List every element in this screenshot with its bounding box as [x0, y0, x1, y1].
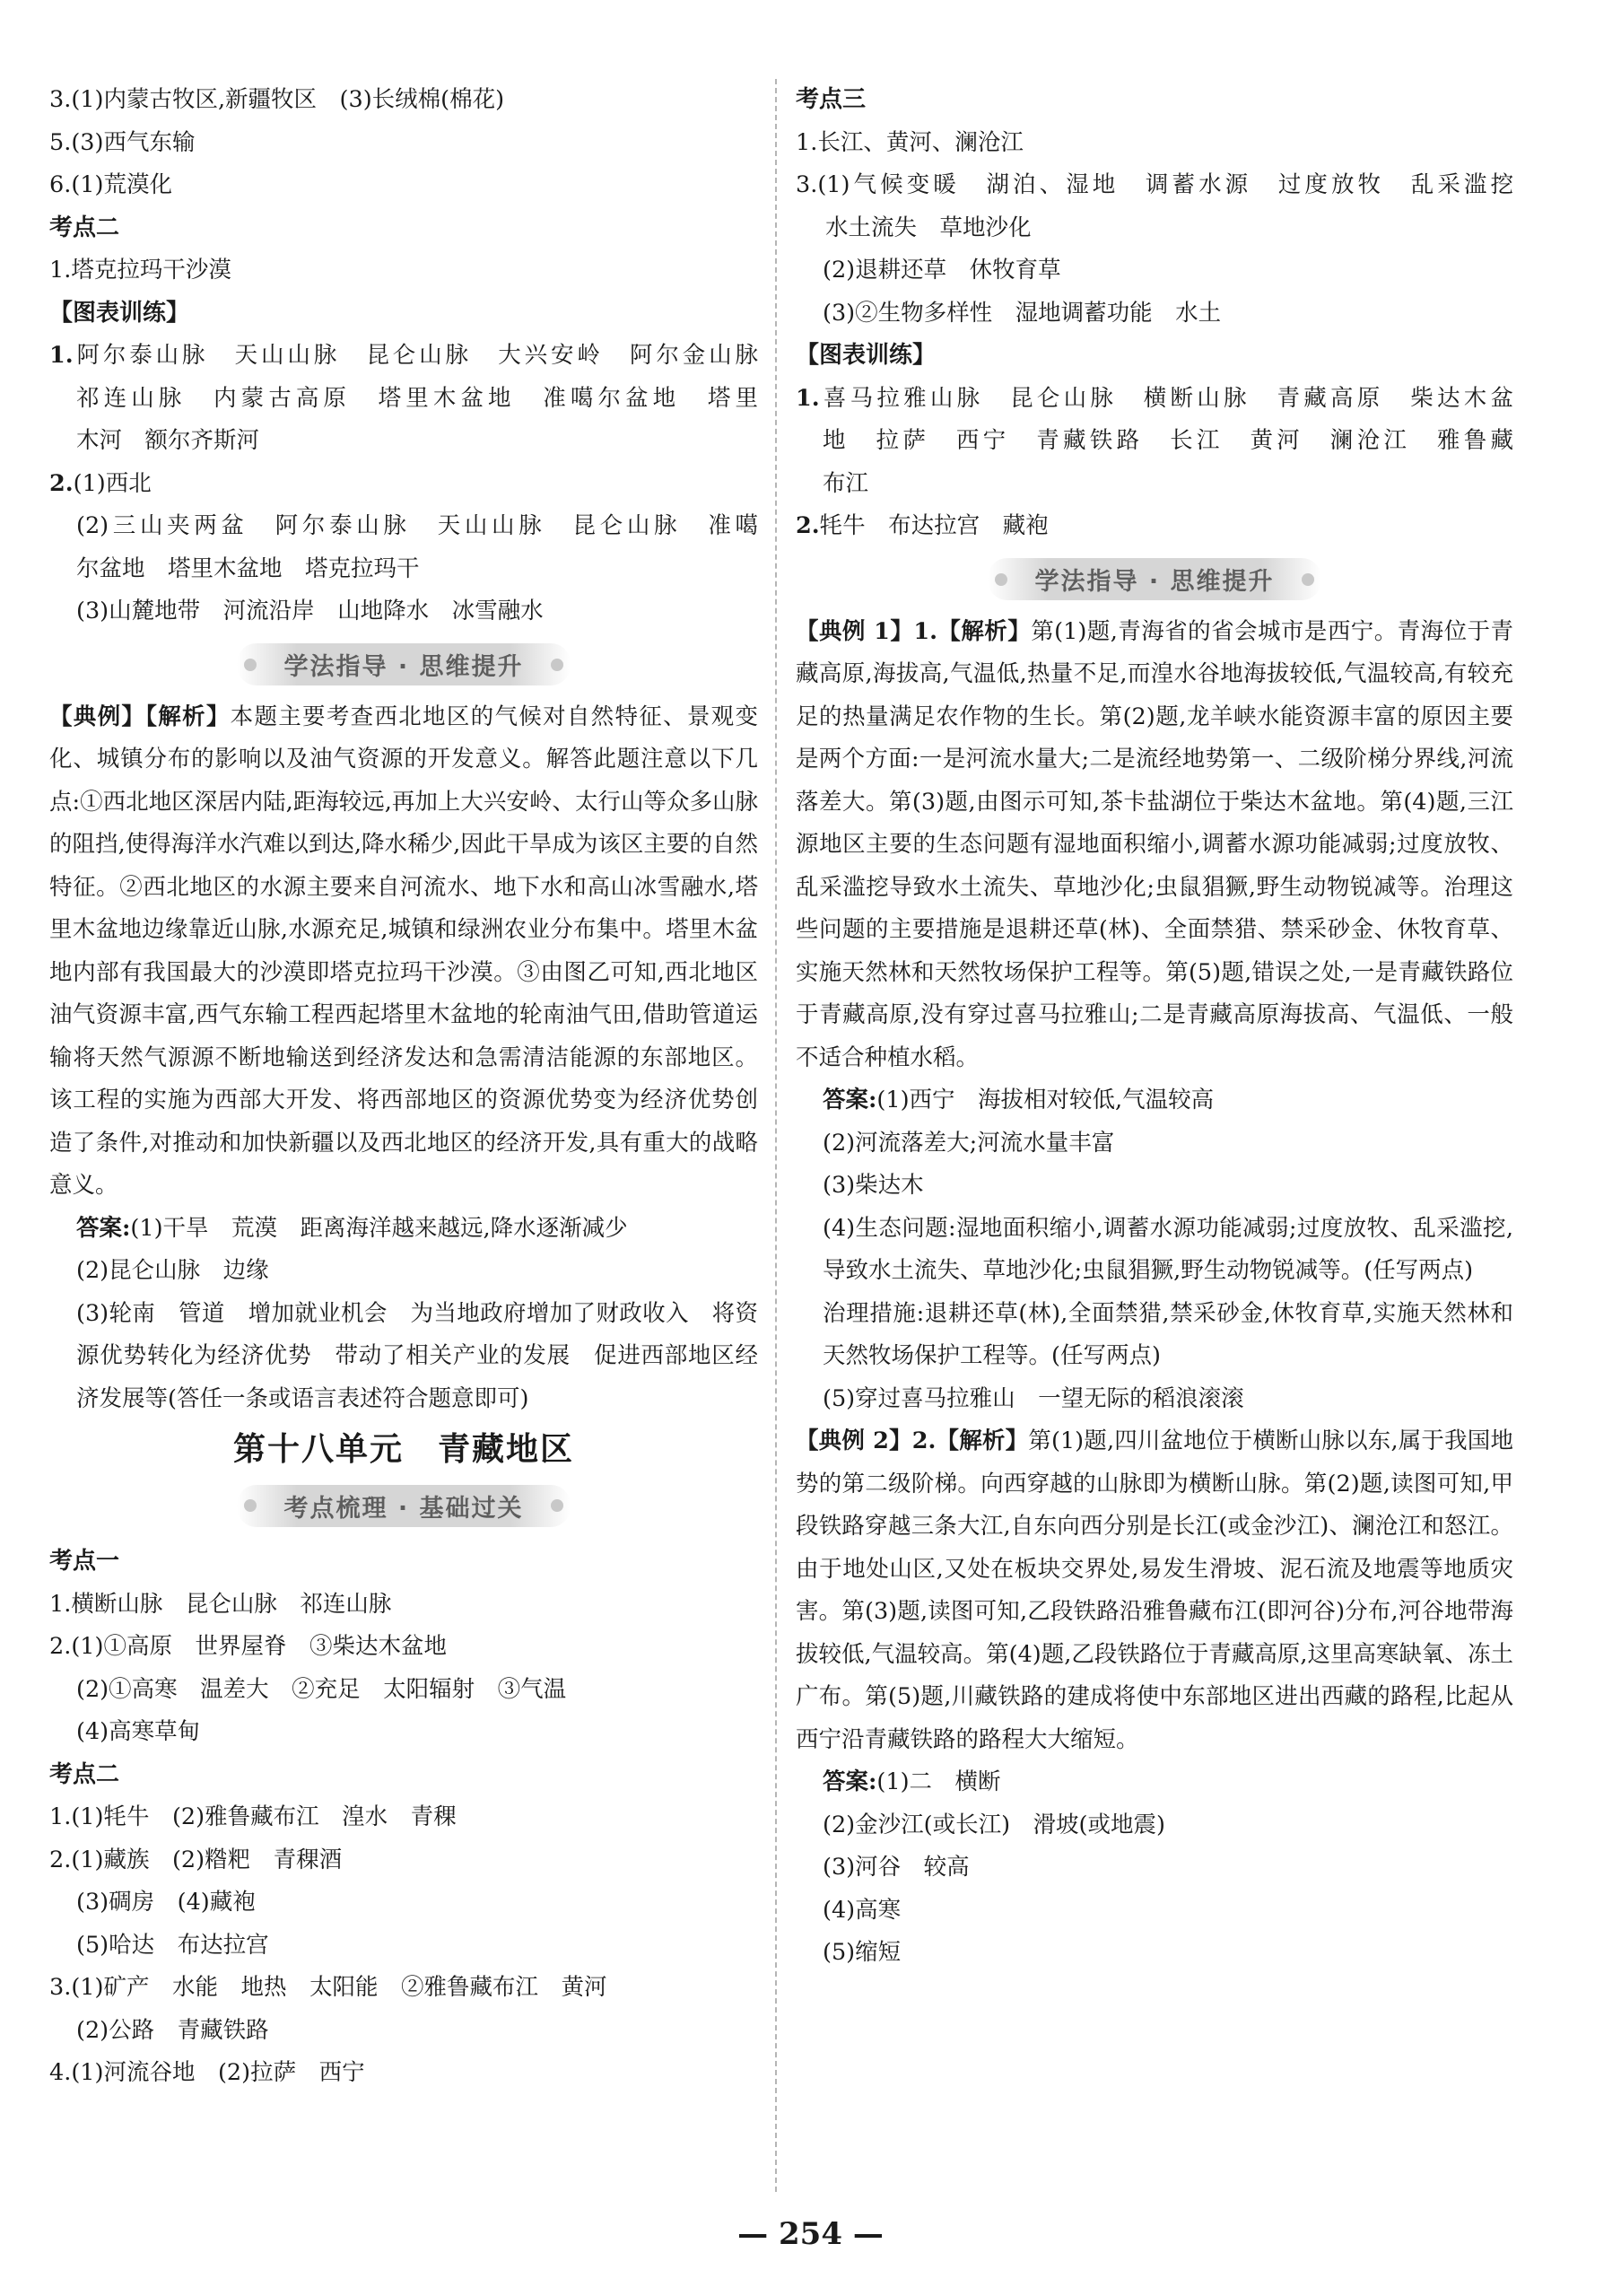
item-number: 1. [49, 342, 74, 369]
answer-paragraph: (4)生态问题:湿地面积缩小,调蓄水源功能减弱;过度放牧、乱采滥挖,导致水土流失、草地沙化;虫鼠猖獗,野生动物锐减等。(任写两点) [823, 1214, 1513, 1284]
answer-line: 3.(1)内蒙古牧区,新疆牧区 (3)长绒棉(棉花) [49, 86, 505, 113]
answer-line: 6.(1)荒漠化 [49, 171, 172, 198]
answer-line: (5)穿过喜马拉雅山 一望无际的稻浪滚滚 [823, 1384, 1244, 1412]
banner-label: 考点梳理 · 基础过关 [237, 1485, 570, 1527]
answer-line: (2)河流落差大;河流水量丰富 [823, 1129, 1115, 1157]
section-heading: 考点三 [796, 86, 867, 113]
page-number: — 254 — [737, 2216, 884, 2252]
example-analysis [796, 1420, 1513, 1761]
example-text: 第(1)题,四川盆地位于横断山脉以东,属于我国地势的第二级阶梯。向西穿越的山脉即为横断山脉。第(2)题,读图可知,甲段铁路穿越三条大江,自东向西分别是长江(或金沙江)、澜沧江和怒江。由于地处山区,又处在板块交界处,易发生滑坡、泥石流及地震等地质灾害。第(3)题,读图可知,乙段铁路沿雅鲁藏布江(即河谷)分布,河谷地带海拔较低,气温较高。第(4)题,乙段铁路位于青藏高原,这里高寒缺氧、冻土广布。第(5)题,川藏铁路的建成将使中东部地区进出西藏的路程,比起从西宁沿青藏铁路的路程大大缩短。 [796, 1427, 1513, 1753]
example-label: 【典例 1】1.【解析】 [796, 617, 1032, 645]
page-number-value: 254 [779, 2216, 842, 2252]
answer-line: 地 拉萨 西宁 青藏铁路 长江 黄河 澜沧江 雅鲁藏 [823, 427, 1513, 454]
banner-label: 学法指导 · 思维提升 [237, 643, 570, 685]
section-heading: 考点一 [49, 1548, 120, 1575]
left-column [49, 79, 758, 2095]
example-label: 【典例】【解析】 [49, 703, 231, 730]
section-heading: 考点二 [49, 214, 120, 241]
answer-line: 木河 额尔齐斯河 [76, 427, 260, 454]
answer-line: (3)柴达木 [823, 1172, 924, 1199]
answer-line: 1.横断山脉 昆仑山脉 祁连山脉 [49, 1590, 392, 1618]
example-text: 本题主要考查西北地区的气候对自然特征、景观变化、城镇分布的影响以及油气资源的开发意义。解答此题注意以下几点:①西北地区深居内陆,距海较远,再加上大兴安岭、太行山等众多山脉的阻挡,使得海洋水汽难以到达,降水稀少,因此干旱成为该区主要的自然特征。②西北地区的水源主要来自河流水、地下水和高山冰雪融水,塔里木盆地边缘靠近山脉,水源充足,城镇和绿洲农业分布集中。塔里木盆地内部有我国最大的沙漠即塔克拉玛干沙漠。③由图乙可知,西北地区油气资源丰富,西气东输工程西起塔里木盆地的轮南油气田,借助管道运输将天然气源源不断地输送到经济发达和急需清洁能源的东部地区。该工程的实施为西部大开发、将西部地区的资源优势变为经济优势创造了条件,对推动和加快新疆以及西北地区的经济开发,具有重大的战略意义。 [49, 703, 758, 1199]
answer-line [49, 463, 758, 506]
answer-text: (1)干旱 荒漠 距离海洋越来越远,降水逐渐减少 [130, 1214, 628, 1242]
answer-text: (1)西北 [73, 469, 152, 497]
answer-line: (3)山麓地带 河流沿岸 山地降水 冰雪融水 [76, 598, 544, 624]
item-number: 1. [796, 384, 820, 412]
answer-line [49, 335, 758, 378]
answer-line: (3)河谷 较高 [823, 1854, 970, 1881]
answer-text: (1)西宁 海拔相对较低,气温较高 [876, 1087, 1215, 1113]
answer-line: 水土流失 草地沙化 [825, 214, 1032, 241]
right-column [796, 79, 1513, 1975]
answer-line: (2)三山夹两盆 阿尔泰山脉 天山山脉 昆仑山脉 准噶 [76, 512, 758, 539]
answer-line: 1.长江、黄河、澜沧江 [796, 128, 1024, 156]
item-number: 2. [796, 512, 820, 539]
answer-text: 喜马拉雅山脉 昆仑山脉 横断山脉 青藏高原 柴达木盆 [819, 384, 1513, 412]
column-divider [775, 79, 777, 2192]
example-analysis [49, 696, 758, 1208]
answer-line: (4)高寒 [823, 1896, 902, 1924]
answer-paragraph: (3)轮南 管道 增加就业机会 为当地政府增加了财政收入 将资源优势转化为经济优势 带动了相关产业的发展 促进西部地区经济发展等(答任一条或语言表述符合题意即可) [76, 1299, 758, 1412]
answer-line: (2)①高寒 温差大 ②充足 太阳辐射 ③气温 [76, 1675, 567, 1703]
section-banner [796, 548, 1513, 611]
answer-line [796, 378, 1513, 421]
answer-line: 3.(1)矿产 水能 地热 太阳能 ②雅鲁藏布江 黄河 [49, 1974, 607, 2001]
answer-line [49, 1208, 758, 1251]
answer-line: (3)②生物多样性 湿地调蓄功能 水土 [823, 299, 1222, 327]
answer-line: 尔盆地 塔里木盆地 塔克拉玛干 [76, 554, 420, 582]
banner-label: 学法指导 · 思维提升 [988, 558, 1320, 600]
answer-line: 1.塔克拉玛干沙漠 [49, 257, 231, 284]
answer-line: (2)金沙江(或长江) 滑坡(或地震) [823, 1811, 1165, 1838]
answer-line: 1.(1)牦牛 (2)雅鲁藏布江 湟水 青稞 [49, 1803, 457, 1830]
example-label: 【典例 2】2.【解析】 [796, 1427, 1029, 1454]
answer-line: (5)缩短 [823, 1939, 902, 1966]
answer-line: 2.(1)藏族 (2)糌粑 青稞酒 [49, 1846, 343, 1873]
answer-line: (2)公路 青藏铁路 [76, 2016, 269, 2044]
answer-line: 2.(1)①高原 世界屋脊 ③柴达木盆地 [49, 1633, 447, 1660]
answer-line: (2)退耕还草 休牧育草 [823, 257, 1061, 284]
answer-text: 阿尔泰山脉 天山山脉 昆仑山脉 大兴安岭 阿尔金山脉 [73, 342, 758, 369]
section-banner [49, 1478, 758, 1533]
example-analysis [796, 611, 1513, 1080]
answer-line [796, 1079, 1513, 1122]
answer-line: (4)高寒草甸 [76, 1718, 201, 1745]
answer-line: (2)昆仑山脉 边缘 [76, 1257, 269, 1284]
answer-paragraph: 治理措施:退耕还草(林),全面禁猎,禁采砂金,休牧育草,实施天然林和天然牧场保护工程等。(任写两点) [823, 1299, 1513, 1369]
unit-title: 第十八单元 青藏地区 [232, 1431, 574, 1468]
section-heading: 【图表训练】 [796, 342, 937, 369]
answer-line [796, 1761, 1513, 1804]
answer-line: 布江 [823, 469, 869, 497]
answer-line: 5.(3)西气东输 [49, 128, 196, 156]
answer-label: 答案: [823, 1768, 877, 1795]
answer-text: (1)二 横断 [876, 1768, 1001, 1795]
answer-text: 牦牛 布达拉宫 藏袍 [819, 512, 1049, 539]
section-heading: 考点二 [49, 1760, 120, 1788]
answer-line: (3)碉房 (4)藏袍 [76, 1889, 256, 1916]
section-banner [49, 633, 758, 696]
item-number: 2. [49, 469, 74, 497]
answer-line: 3.(1)气候变暖 湖泊、湿地 调蓄水源 过度放牧 乱采滥挖 [796, 171, 1513, 198]
answer-line: (5)哈达 布达拉宫 [76, 1931, 269, 1959]
answer-line: 祁连山脉 内蒙古高原 塔里木盆地 准噶尔盆地 塔里 [76, 384, 758, 412]
answer-line [796, 505, 1513, 548]
example-text: 第(1)题,青海省的省会城市是西宁。青海位于青藏高原,海拔高,气温低,热量不足,而湟水谷地海拔较低,气温较高,有较充足的热量满足农作物的生长。第(2)题,龙羊峡水能资源丰富的原因主要是两个方面:一是河流水量大;二是流经地势第一、二级阶梯分界线,河流落差大。第(3)题,由图示可知,茶卡盐湖位于柴达木盆地。第(4)题,三江源地区主要的生态问题有湿地面积缩小,调蓄水源功能减弱;过度放牧、乱采滥挖导致水土流失、草地沙化;虫鼠猖獗,野生动物锐减等。治理这些问题的主要措施是退耕还草(林)、全面禁猎、禁采砂金、休牧育草、实施天然林和天然牧场保护工程等。第(5)题,错误之处,一是青藏铁路位于青藏高原,没有穿过喜马拉雅山;二是青藏高原海拔高、气温低、一般不适合种植水稻。 [796, 617, 1513, 1071]
answer-line: 4.(1)河流谷地 (2)拉萨 西宁 [49, 2059, 365, 2086]
answer-label: 答案: [823, 1087, 877, 1113]
section-heading: 【图表训练】 [49, 299, 190, 327]
answer-label: 答案: [76, 1214, 131, 1242]
